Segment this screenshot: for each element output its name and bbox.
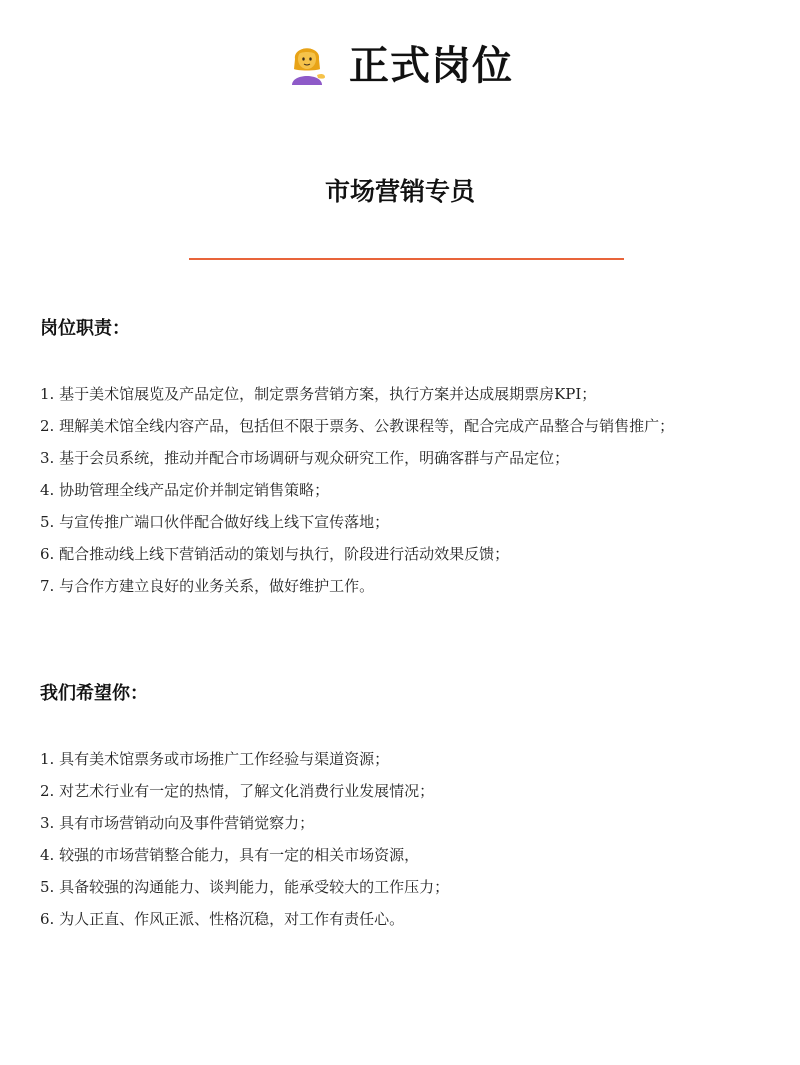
list-item: 6. 为人正直、作风正派、性格沉稳，对工作有责任心。 [40,910,405,928]
page-title: 正式岗位 [349,42,513,89]
responsibilities-heading: 岗位职责： [40,318,130,339]
list-item: 2. 理解美术馆全线内容产品，包括但不限于票务、公教课程等，配合完成产品整合与销售推广； [40,417,675,435]
title-divider [189,258,624,260]
responsibilities-list [40,378,780,602]
job-title: 市场营销专员 [324,177,475,206]
header [0,32,800,92]
list-item: 3. 具有市场营销动向及事件营销觉察力； [40,814,315,832]
list-item: 5. 具备较强的沟通能力、谈判能力，能承受较大的工作压力； [40,878,450,896]
requirements-list [40,743,780,935]
requirements-heading: 我们希望你： [40,683,148,704]
list-item: 2. 对艺术行业有一定的热情，了解文化消费行业发展情况； [40,782,435,800]
list-item: 7. 与合作方建立良好的业务关系，做好维护工作。 [40,577,375,595]
list-item: 4. 较强的市场营销整合能力，具有一定的相关市场资源， [40,846,420,864]
list-item: 1. 具有美术馆票务或市场推广工作经验与渠道资源； [40,750,390,768]
list-item: 3. 基于会员系统，推动并配合市场调研与观众研究工作，明确客群与产品定位； [40,449,570,467]
list-item: 4. 协助管理全线产品定价并制定销售策略； [40,481,330,499]
list-item: 1. 基于美术馆展览及产品定位，制定票务营销方案，执行方案并达成展期票房KPI； [40,385,597,403]
list-item: 5. 与宣传推广端口伙伴配合做好线上线下宣传落地； [40,513,390,531]
list-item: 6. 配合推动线上线下营销活动的策划与执行，阶段进行活动效果反馈； [40,545,510,563]
woman-tipping-hand-icon [287,39,327,85]
